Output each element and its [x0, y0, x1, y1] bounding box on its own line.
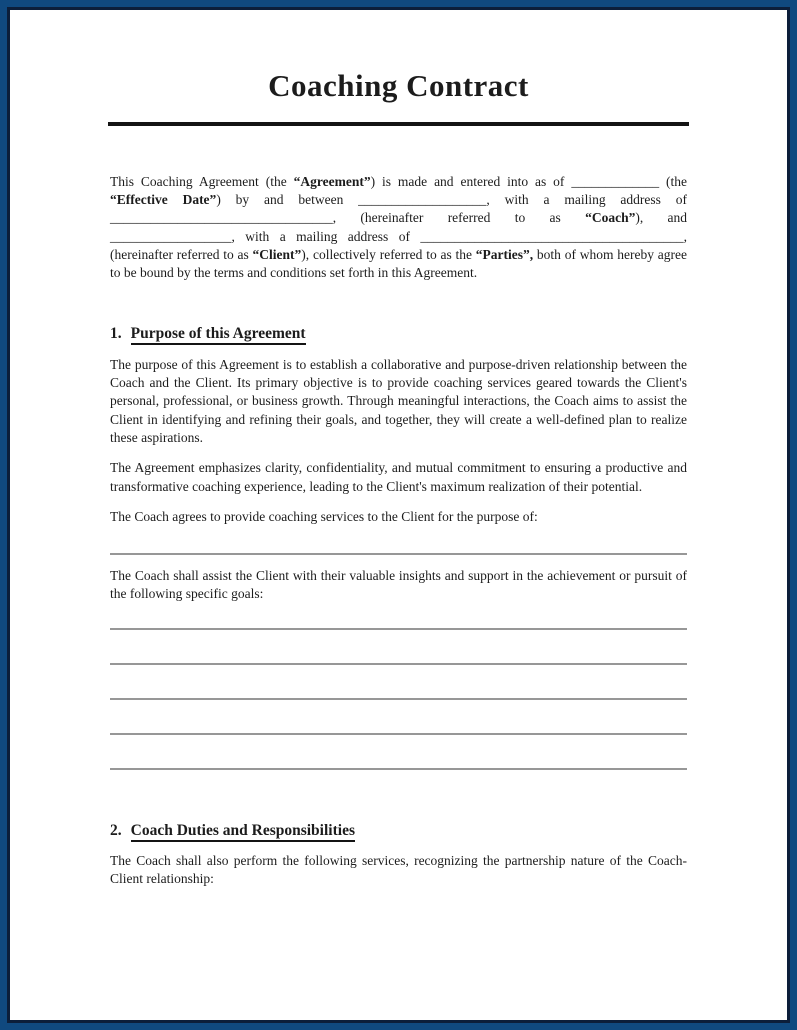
section-2-heading [110, 821, 687, 840]
purpose-fill-in-lines [110, 553, 687, 555]
fill-in-line [110, 733, 687, 735]
title-divider [108, 122, 689, 126]
section-1-paragraph-3: The Coach agrees to provide coaching services to the Client for the purpose of: [110, 508, 538, 524]
section-1-paragraph-1: The purpose of this Agreement is to establish a collaborative and purpose-driven relationship between the Coach and the Client. Its primary objective is to provide coaching services geared towards the Client's personal, professional, or business growth. Through meaningful interactions, the Coach aims to assist the Client in identifying and refining their goals, and together, they will create a well-defined plan to realize these aspirations. [110, 356, 687, 445]
fill-in-line [110, 553, 687, 555]
section-1-title: Purpose of this Agreement [131, 325, 306, 345]
fill-in-line [110, 663, 687, 665]
document-page [7, 7, 790, 1023]
fill-in-line [110, 698, 687, 700]
section-1-paragraph-4: The Coach shall assist the Client with their valuable insights and support in the achievement or pursuit of the following specific goals: [110, 568, 687, 602]
section-1-heading [110, 324, 687, 343]
section-2-paragraph-1: The Coach shall also perform the following services, recognizing the partnership nature of the Coach-Client relationship: [110, 853, 687, 887]
fill-in-line [110, 768, 687, 770]
goals-fill-in-lines [110, 628, 687, 770]
section-1-paragraph-2: The Agreement emphasizes clarity, confidentiality, and mutual commitment to ensuring a productive and transformative coaching experience, leading to the Client's maximum realization of their potential. [110, 460, 687, 494]
document-title: Coaching Contract [268, 68, 529, 103]
fill-in-line [110, 628, 687, 630]
intro-paragraph: This Coaching Agreement (the “Agreement”) is made and entered into as of _____________ (the “Effective Date”) by and between ___________________, with a mailing address of _________________________________, (hereinafter referred to as “Coach”), and __________________, with a mailing address of _______________________________________, (hereinafter referred to as “Client”), collectively referred to as the “Parties”, both of whom hereby agree to be bound by the terms and conditions set forth in this Agreement. [110, 173, 687, 281]
section-2-number: 2. [110, 821, 122, 839]
section-2-title: Coach Duties and Responsibilities [131, 822, 355, 842]
section-1-number: 1. [110, 325, 122, 343]
